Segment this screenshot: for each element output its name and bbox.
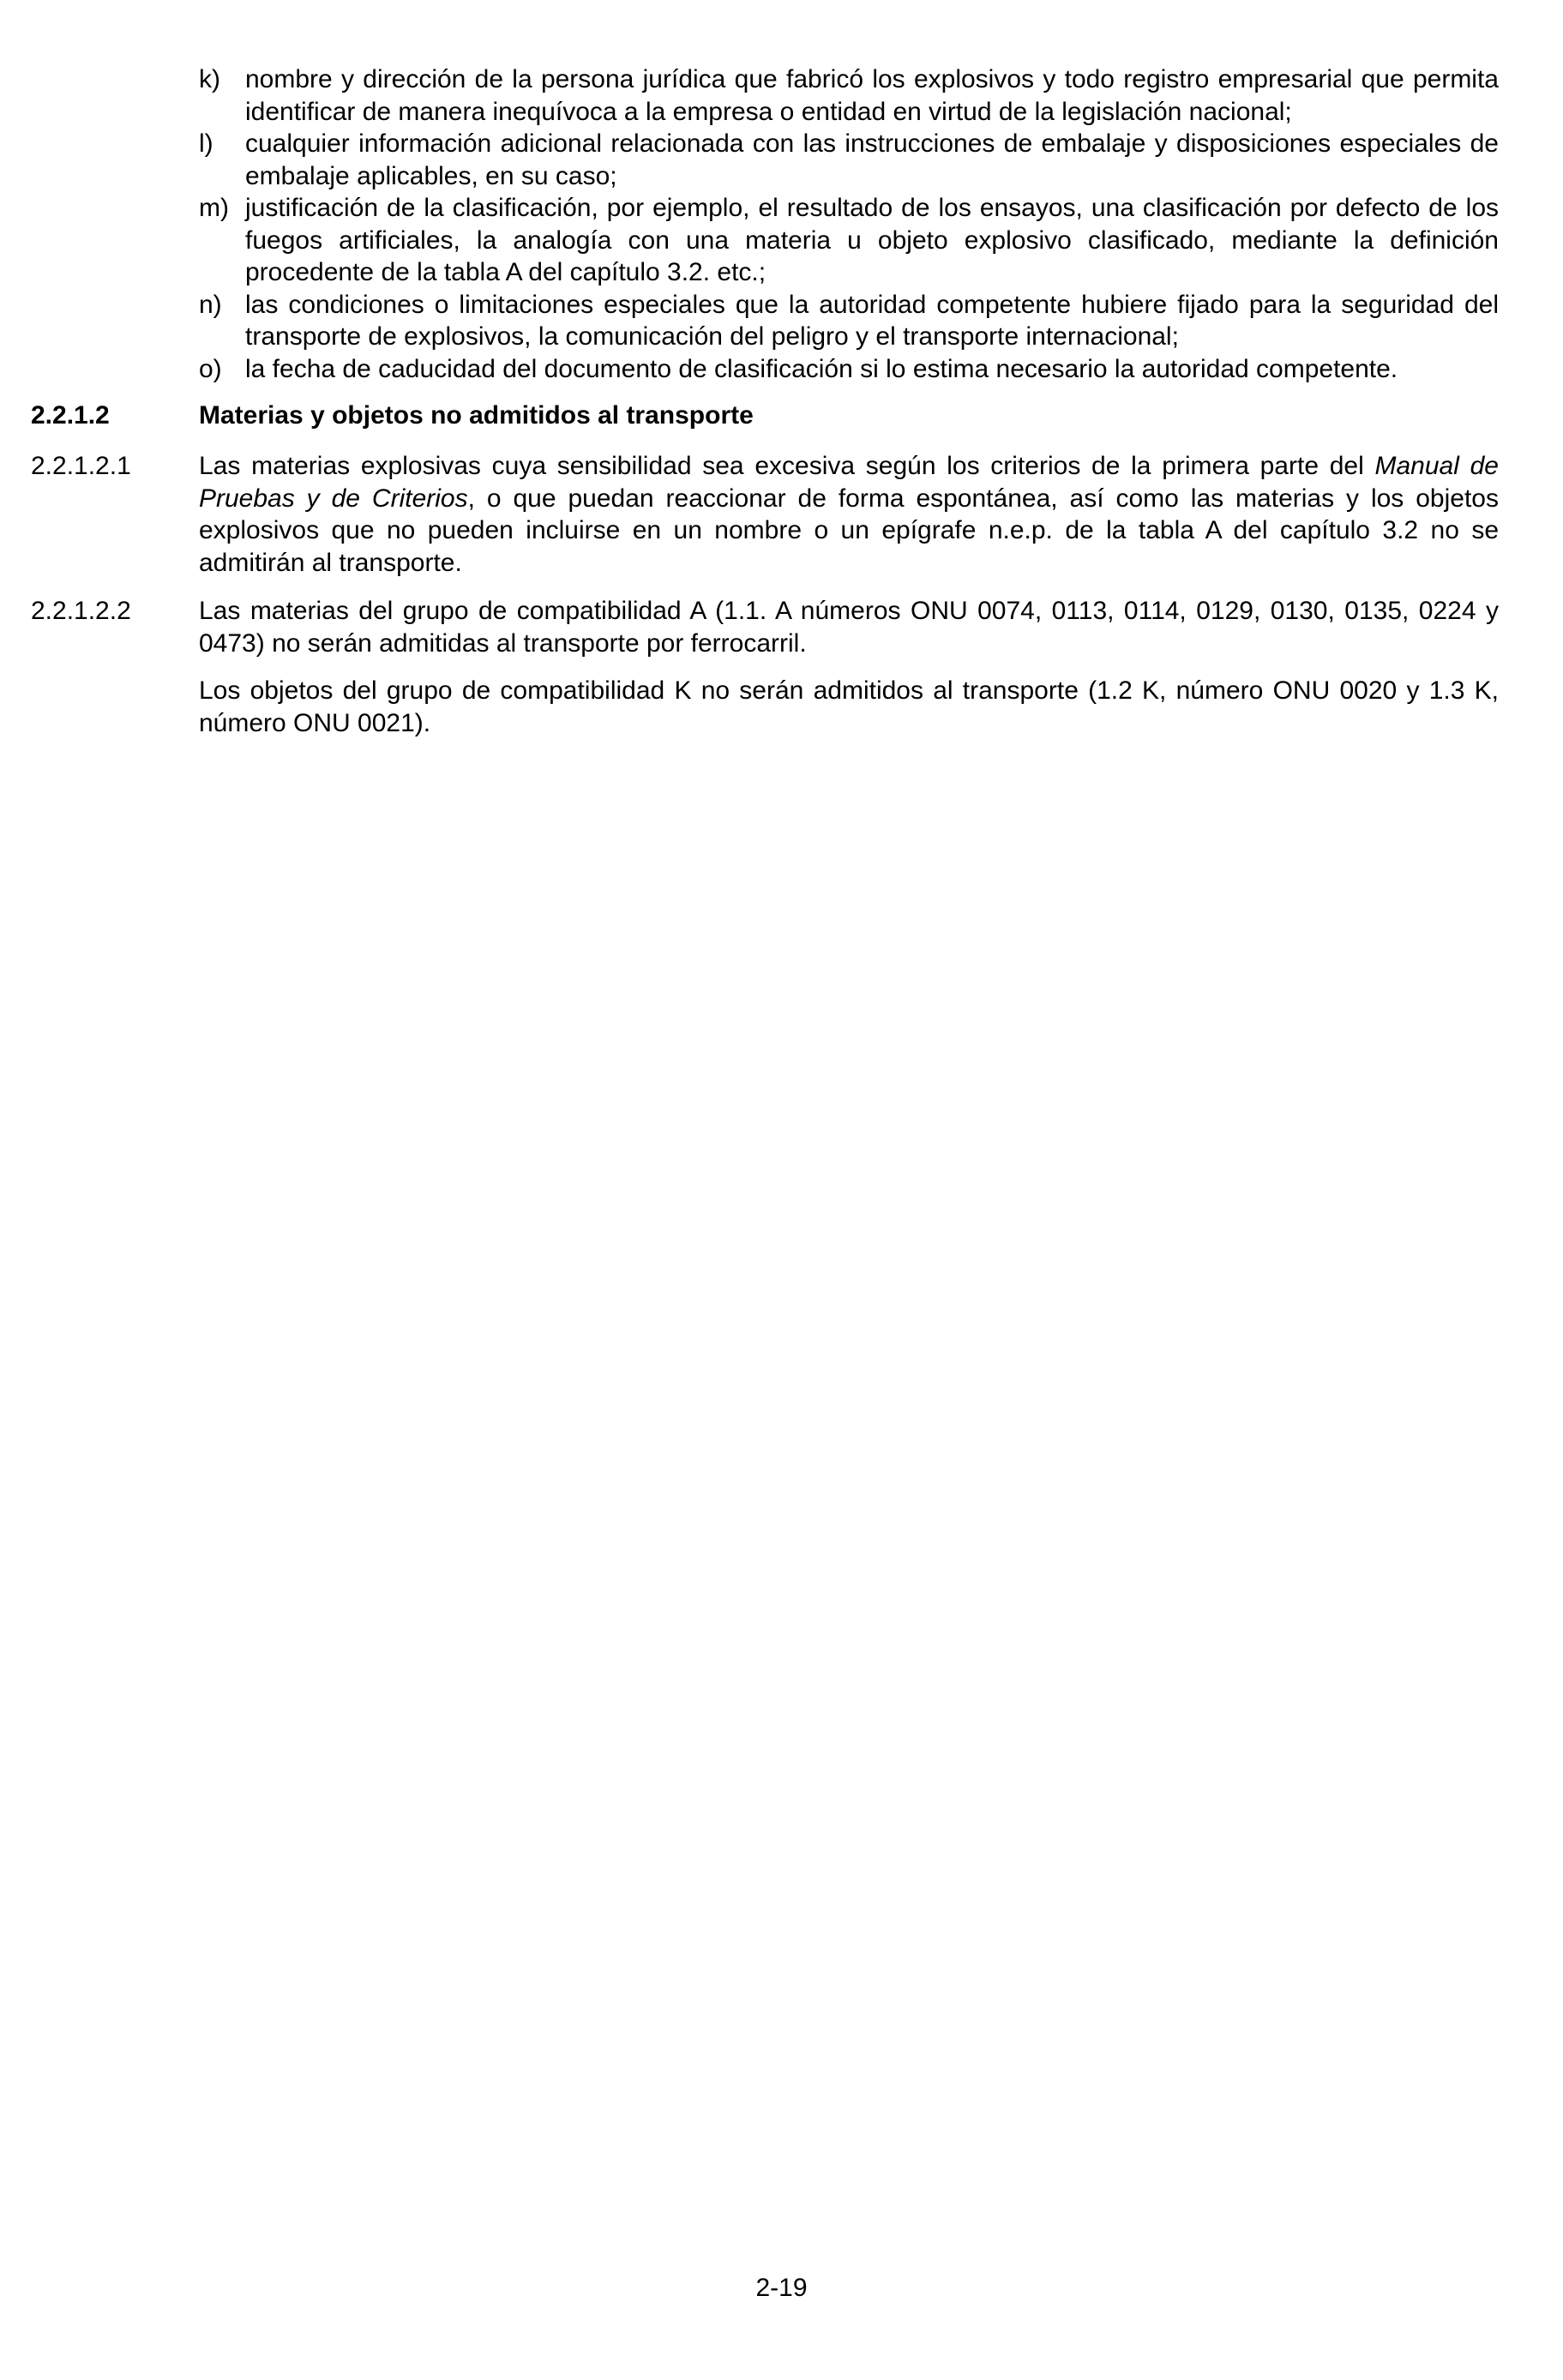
list-marker: o) [199,354,222,383]
list-item-l [199,128,1499,192]
section-paragraph [199,450,1499,579]
list-item-text: nombre y dirección de la persona jurídica que fabricó los explosivos y todo registro empresarial que permita identificar de manera inequívoca a la empresa o entidad en virtud de la legislación nacional; [245,65,1499,126]
section-2-2-1-2-1 [31,450,1499,579]
paragraph-text-before: Las materias explosivas cuya sensibilidad sea excesiva según los criterios de la primera parte del [199,452,1375,480]
list-marker: k) [199,65,220,93]
page-number: 2-19 [755,2274,808,2302]
section-2-2-1-2-2 [31,595,1499,739]
list-marker: n) [199,290,222,319]
list-item-text: la fecha de caducidad del documento de clasificación si lo estima necesario la autoridad competente. [245,354,1398,383]
section-number: 2.2.1.2 [31,401,110,430]
list-item-k [199,63,1499,128]
section-2-2-1-2-heading [31,400,1499,432]
list-marker: m) [199,194,229,222]
section-number: 2.2.1.2.2 [31,597,131,625]
section-title: Materias y objetos no admitidos al transporte [199,401,754,430]
list-item-text: justificación de la clasificación, por ejemplo, el resultado de los ensayos, una clasificación por defecto de los fuegos artificiales, la analogía con una materia u objeto explosivo clasificado, mediante la definición procedente de la tabla A del capítulo 3.2. etc.; [245,194,1499,286]
list-item-m [199,192,1499,289]
section-paragraph-1: Las materias del grupo de compatibilidad A (1.1. A números ONU 0074, 0113, 0114, 0129, 0130, 0135, 0224 y 0473) no serán admitidas al transporte por ferrocarril. [199,597,1499,658]
list-item-text: las condiciones o limitaciones especiales que la autoridad competente hubiere fijado para la seguridad del transporte de explosivos, la comunicación del peligro y el transporte internacional; [245,290,1499,351]
classification-list [199,63,1499,385]
section-body [199,450,1499,579]
paragraph-text-after: , o que puedan reaccionar de forma espontánea, así como las materias y los objetos explosivos que no pueden incluirse en un nombre o un epígrafe n.e.p. de la tabla A del capítulo 3.2 no se admitirán al transporte. [199,484,1499,577]
section-paragraph-2: Los objetos del grupo de compatibilidad K no serán admitidos al transporte (1.2 K, número ONU 0020 y 1.3 K, número ONU 0021). [199,676,1499,737]
section-number: 2.2.1.2.1 [31,452,131,480]
list-item-o [199,353,1499,386]
list-item-n [199,289,1499,353]
list-item-text: cualquier información adicional relacionada con las instrucciones de embalaje y disposiciones especiales de embalaje aplicables, en su caso; [245,129,1499,190]
publication-title: Manual de Pruebas y de Criterios [199,452,1499,513]
list-marker: l) [199,129,213,158]
section-body [199,595,1499,739]
